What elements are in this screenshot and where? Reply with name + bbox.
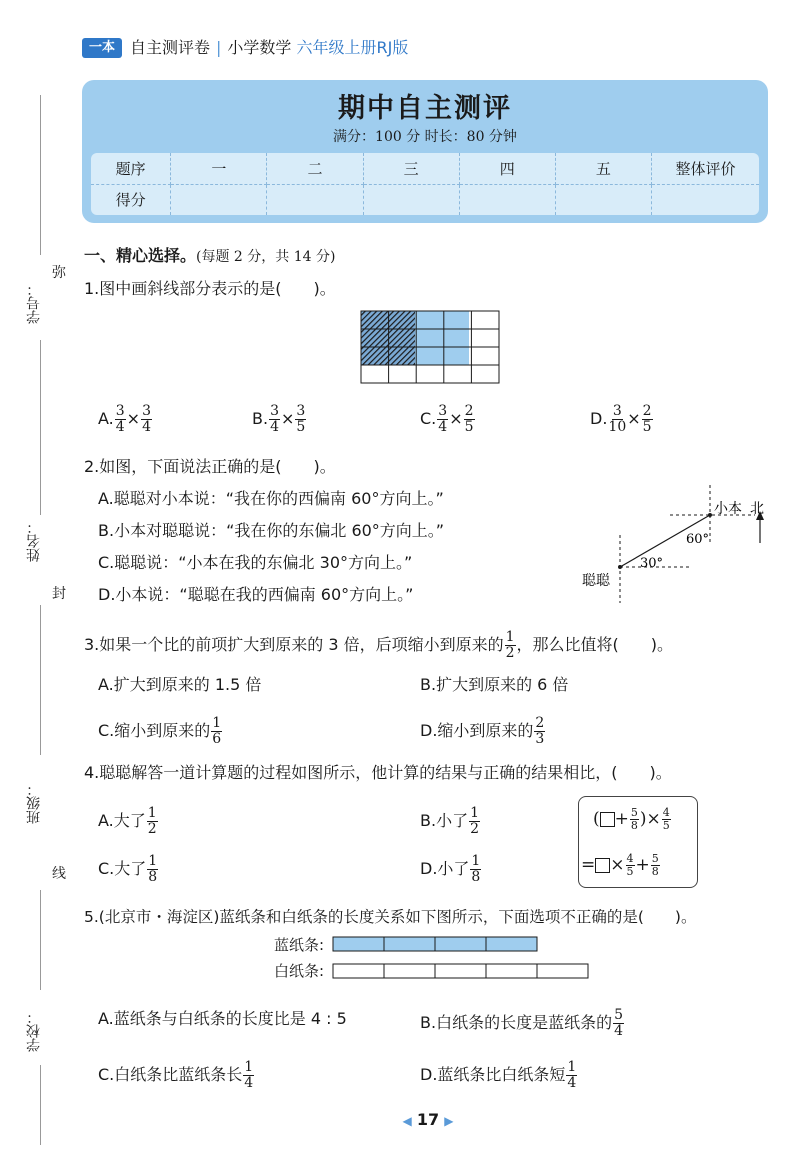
series-name: 自主测评卷	[130, 38, 211, 57]
binding-line	[40, 95, 41, 255]
score-table	[91, 153, 759, 215]
xiaoben-label: 小本	[714, 501, 742, 517]
score-cell[interactable]	[267, 184, 363, 215]
score-cell[interactable]	[651, 184, 759, 215]
option-text: B.白纸条的长度是蓝纸条的	[420, 1013, 613, 1032]
q4-work-box	[578, 796, 698, 888]
option-text: D.小了	[420, 859, 470, 878]
score-header-cell: 一	[171, 153, 267, 184]
q4-option-c[interactable]	[98, 854, 159, 885]
q3-option-c[interactable]	[98, 716, 223, 747]
blank-square	[600, 812, 615, 827]
student-id-label: 学号：	[26, 282, 42, 324]
prev-page-icon: ◀	[402, 1114, 412, 1128]
q2-option-b[interactable]: B.小本对聪聪说：“我在你的东偏北 60°方向上。”	[98, 521, 445, 540]
option-label: D.	[590, 409, 608, 428]
q3-option-d[interactable]	[420, 716, 546, 747]
seal-char: 封	[52, 586, 66, 602]
fraction: $\frac{1}{4}$	[567, 1059, 577, 1091]
binding-line	[40, 340, 41, 515]
binding-line	[40, 890, 41, 990]
option-text: C.大了	[98, 859, 147, 878]
question-3-text	[84, 630, 673, 661]
white-strip-label: 白纸条:	[274, 962, 325, 980]
question-1-text: 1.图中画斜线部分表示的是( )。	[84, 279, 336, 298]
angle-60-label: 60°	[686, 532, 710, 547]
option-text: C.白纸条比蓝纸条长	[98, 1065, 243, 1084]
score-header-cell: 三	[363, 153, 459, 184]
fraction: $\frac{1}{4}$	[244, 1059, 254, 1091]
plus-sign: +	[635, 855, 650, 875]
xiaoben-point	[708, 513, 712, 517]
option-text: D.缩小到原来的	[420, 721, 534, 740]
q4-option-d[interactable]	[420, 854, 482, 885]
fraction: $\frac{1}{2}$	[505, 629, 515, 661]
q3-text-part: 3.如果一个比的前项扩大到原来的 3 倍，后项缩小到原来的	[84, 635, 504, 654]
fraction: $\frac{3}{4}$	[115, 403, 125, 435]
fraction: $\frac{1}{2}$	[147, 805, 157, 837]
option-label: B.	[252, 409, 269, 428]
binding-line	[40, 1065, 41, 1145]
score-cell[interactable]	[363, 184, 459, 215]
fraction: $\frac{4}{5}$	[626, 852, 634, 878]
q2-option-d[interactable]: D.小本说：“聪聪在我的西偏南 60°方向上。”	[98, 585, 414, 604]
question-4-text: 4.聪聪解答一道计算题的过程如图所示，他计算的结果与正确的结果相比，( )。	[84, 763, 672, 782]
times-sign: ×	[449, 409, 463, 428]
score-header-cell: 整体评价	[651, 153, 759, 184]
question-5-text: 5.(北京市・海淀区)蓝纸条和白纸条的长度关系如下图所示，下面选项不正确的是( )。	[84, 908, 697, 926]
option-label: C.	[420, 409, 437, 428]
fraction: $\frac{1}{8}$	[148, 853, 158, 885]
fraction: $\frac{5}{8}$	[651, 852, 659, 878]
header-title	[130, 37, 408, 59]
option-text: C.缩小到原来的	[98, 721, 211, 740]
section-title: 一、精心选择。	[84, 246, 197, 265]
fraction: $\frac{2}{5}$	[464, 403, 474, 435]
q5-option-a[interactable]: A.蓝纸条与白纸条的长度比是 4 : 5	[98, 1009, 347, 1028]
fraction: $\frac{1}{6}$	[212, 715, 222, 747]
white-strip	[333, 964, 588, 978]
section-note: (每题 2 分，共 14 分)	[196, 249, 336, 265]
plus-sign: +	[614, 809, 629, 829]
q1-option-b[interactable]	[252, 404, 307, 435]
option-text: B.小了	[420, 811, 469, 830]
times-sign: ×	[610, 855, 625, 875]
subject-name: 小学数学	[227, 38, 292, 57]
fraction: $\frac{3}{4}$	[270, 403, 279, 435]
angle-30-label: 30°	[640, 556, 664, 571]
option-label: A.	[98, 409, 114, 428]
fraction: $\frac{3}{10}$	[608, 403, 627, 435]
fraction: $\frac{5}{8}$	[630, 806, 638, 832]
q4-option-a[interactable]	[98, 806, 159, 837]
q1-option-d[interactable]	[590, 404, 654, 435]
score-cell[interactable]	[555, 184, 651, 215]
q2-option-c[interactable]: C.聪聪说：“小本在我的东偏北 30°方向上。”	[98, 553, 413, 572]
header-separator: |	[216, 38, 222, 57]
q1-option-c[interactable]	[420, 404, 476, 435]
q2-option-a[interactable]: A.聪聪对小本说：“我在你的西偏南 60°方向上。”	[98, 489, 444, 508]
student-name-label: 姓名：	[26, 520, 42, 562]
score-cell[interactable]	[171, 184, 267, 215]
q4-option-b[interactable]	[420, 806, 481, 837]
fraction: $\frac{5}{4}$	[614, 1007, 623, 1039]
north-label: 北	[750, 501, 764, 517]
q2-direction-diagram	[580, 485, 775, 603]
paren: (	[593, 809, 600, 829]
score-header-cell: 四	[459, 153, 555, 184]
fraction: $\frac{3}{4}$	[142, 403, 151, 435]
q5-option-d[interactable]	[420, 1060, 578, 1091]
q4-work-line-1	[593, 807, 672, 832]
paren-times: )×	[639, 809, 661, 829]
times-sign: ×	[280, 409, 295, 428]
option-text: D.蓝纸条比白纸条短	[420, 1065, 566, 1084]
grade-label: 六年级上册RJ版	[296, 38, 409, 57]
q5-option-b[interactable]	[420, 1008, 625, 1039]
score-header-cell: 题序	[91, 153, 171, 184]
page-number: 17	[416, 1110, 440, 1129]
q1-hatched-region	[361, 311, 415, 365]
equals-sign: =	[581, 855, 596, 875]
blue-strip-label: 蓝纸条:	[274, 936, 325, 954]
fraction: $\frac{1}{8}$	[471, 853, 481, 885]
fraction: $\frac{4}{5}$	[662, 806, 670, 832]
score-header-cell: 五	[555, 153, 651, 184]
seal-char: 线	[52, 866, 66, 882]
next-page-icon: ▶	[444, 1114, 454, 1128]
question-2-text: 2.如图，下面说法正确的是( )。	[84, 457, 336, 476]
series-badge: 一本	[82, 38, 122, 58]
score-cell[interactable]	[459, 184, 555, 215]
exam-title: 期中自主测评	[338, 93, 512, 124]
q3-option-a[interactable]: A.扩大到原来的 1.5 倍	[98, 675, 262, 694]
q5-strip-figure	[332, 936, 592, 982]
q3-text-part: ，那么比值将( )。	[516, 635, 674, 654]
times-sign: ×	[627, 409, 641, 428]
score-table-row	[91, 184, 759, 215]
exam-subtitle: 满分：100 分 时长：80 分钟	[333, 129, 517, 145]
fraction: $\frac{1}{2}$	[470, 805, 479, 837]
blue-strip	[333, 937, 537, 951]
score-table-header-row	[91, 153, 759, 184]
fraction: $\frac{2}{3}$	[535, 715, 545, 747]
times-sign: ×	[126, 409, 141, 428]
binding-line	[40, 605, 41, 755]
score-row-label: 得分	[91, 184, 171, 215]
fraction: $\frac{2}{5}$	[642, 403, 652, 435]
q4-work-line-2	[581, 853, 661, 878]
school-label: 学校：	[26, 1010, 42, 1052]
option-text: A.大了	[98, 811, 146, 830]
seal-char: 弥	[52, 265, 66, 281]
score-header-cell: 二	[267, 153, 363, 184]
section-heading	[84, 245, 335, 268]
congcong-label: 聪聪	[582, 573, 610, 589]
q1-option-a[interactable]	[98, 404, 153, 435]
q3-option-b[interactable]: B.扩大到原来的 6 倍	[420, 675, 569, 694]
page-footer	[388, 1110, 468, 1129]
q5-option-c[interactable]	[98, 1060, 255, 1091]
blank-square	[595, 858, 610, 873]
class-label: 班级：	[26, 782, 42, 824]
q1-grid-figure	[360, 310, 502, 384]
fraction: $\frac{3}{4}$	[438, 403, 448, 435]
fraction: $\frac{3}{5}$	[296, 403, 306, 435]
